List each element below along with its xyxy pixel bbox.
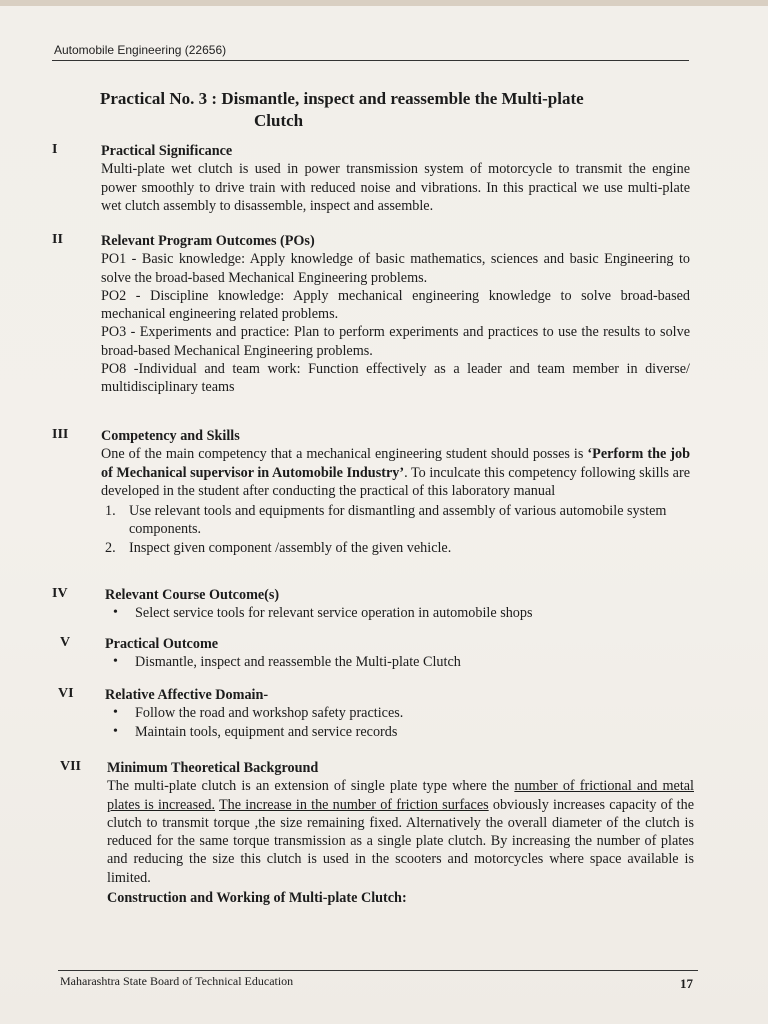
- list-item: • Dismantle, inspect and reassemble the Multi-plate Clutch: [105, 653, 694, 671]
- section-number: V: [60, 635, 71, 650]
- construction-subheading: Construction and Working of Multi-plate Clutch:: [107, 890, 407, 907]
- section-number: II: [52, 232, 63, 247]
- theory-text-1: The multi-plate clutch is an extension of single plate type where the: [107, 778, 510, 795]
- list-item: • Maintain tools, equipment and service records: [105, 723, 694, 741]
- bullet-list: [105, 704, 694, 741]
- list-item: 2. Inspect given component /assembly of the given vehicle.: [105, 539, 452, 556]
- section-number: VI: [58, 686, 74, 701]
- section-paragraph: Multi-plate wet clutch is used in power transmission system of motorcycle to transmit the engine power smoothly to drive train with reduced noise and vibrations. In this practical we use multi-plate wet clutch assembly to disassemble, inspect and assemble.: [101, 161, 690, 214]
- page-number: 17: [680, 976, 693, 991]
- competency-paragraph: [101, 445, 690, 500]
- po2-text: PO2 - Discipline knowledge: Apply mechanical engineering knowledge to solve broad-based mechanical engineering related problems.: [101, 287, 690, 323]
- practical-title: [100, 88, 690, 132]
- competency-quote: ‘Perform the job of Mechanical supervisor in Automobile Industry’: [101, 446, 690, 481]
- theory-text-2: obviously increases capacity of the clutch to transmit torque ,the size remaining fixed. Alternatively the overall diameter of the clutch is reduced for the same torque transmission as a single plate clutch. By increasing the number of plates and reducing the size this clutch is used in the scooters and motorcycles where space available is limited.: [107, 796, 695, 886]
- po1-text: PO1 - Basic knowledge: Apply knowledge of basic mathematics, sciences and basic Engineering to solve the broad-based Mechanical Engineering problems.: [101, 251, 690, 286]
- section-number: III: [52, 427, 69, 442]
- section-heading: Relevant Course Outcome(s): [105, 587, 280, 603]
- section-heading: Minimum Theoretical Background: [107, 760, 319, 776]
- skills-list: [101, 502, 690, 557]
- section-number: I: [52, 142, 58, 157]
- competency-text-a: One of the main competency that a mechanical engineering student should posses is: [101, 446, 584, 463]
- section-heading: Practical Outcome: [105, 636, 219, 652]
- section-number: IV: [52, 586, 68, 601]
- bullet-list: [105, 604, 694, 622]
- section-heading: Practical Significance: [101, 143, 233, 159]
- page-top-edge: [0, 0, 768, 6]
- section-heading: Relative Affective Domain-: [105, 687, 269, 703]
- list-item: • Select service tools for relevant service operation in automobile shops: [105, 604, 694, 622]
- title-line-1: Practical No. 3 : Dismantle, inspect and reassemble the Multi-plate: [100, 89, 584, 108]
- footer-rule: [58, 970, 698, 971]
- section-heading: Relevant Program Outcomes (POs): [101, 233, 315, 249]
- list-item: 1. Use relevant tools and equipments for dismantling and assembly of various automobile system components.: [105, 503, 667, 538]
- title-line-2: Clutch: [254, 111, 304, 130]
- po3-text: PO3 - Experiments and practice: Plan to perform experiments and practices to use the results to solve broad-based Mechanical Engineering problems.: [101, 324, 690, 359]
- theory-paragraph: [107, 777, 694, 887]
- bullet-list: [105, 653, 694, 671]
- section-number: VII: [60, 759, 82, 774]
- section-heading: Competency and Skills: [101, 428, 240, 444]
- underlined-text-2: The increase in the number of friction surfaces: [219, 796, 489, 813]
- header-rule: [52, 60, 689, 61]
- competency-text-b: . To inculcate this competency following skills are developed in the student after conducting the practical of this laboratory manual: [101, 464, 690, 499]
- underlined-text-1: number of frictional and metal plates is increased.: [107, 778, 694, 813]
- list-item: • Follow the road and workshop safety practices.: [105, 704, 694, 722]
- running-header: Automobile Engineering (22656): [54, 43, 227, 57]
- po8-text: PO8 -Individual and team work: Function effectively as a leader and team member in diverse/ multidisciplinary teams: [101, 361, 690, 396]
- footer-publisher: Maharashtra State Board of Technical Education: [60, 974, 294, 988]
